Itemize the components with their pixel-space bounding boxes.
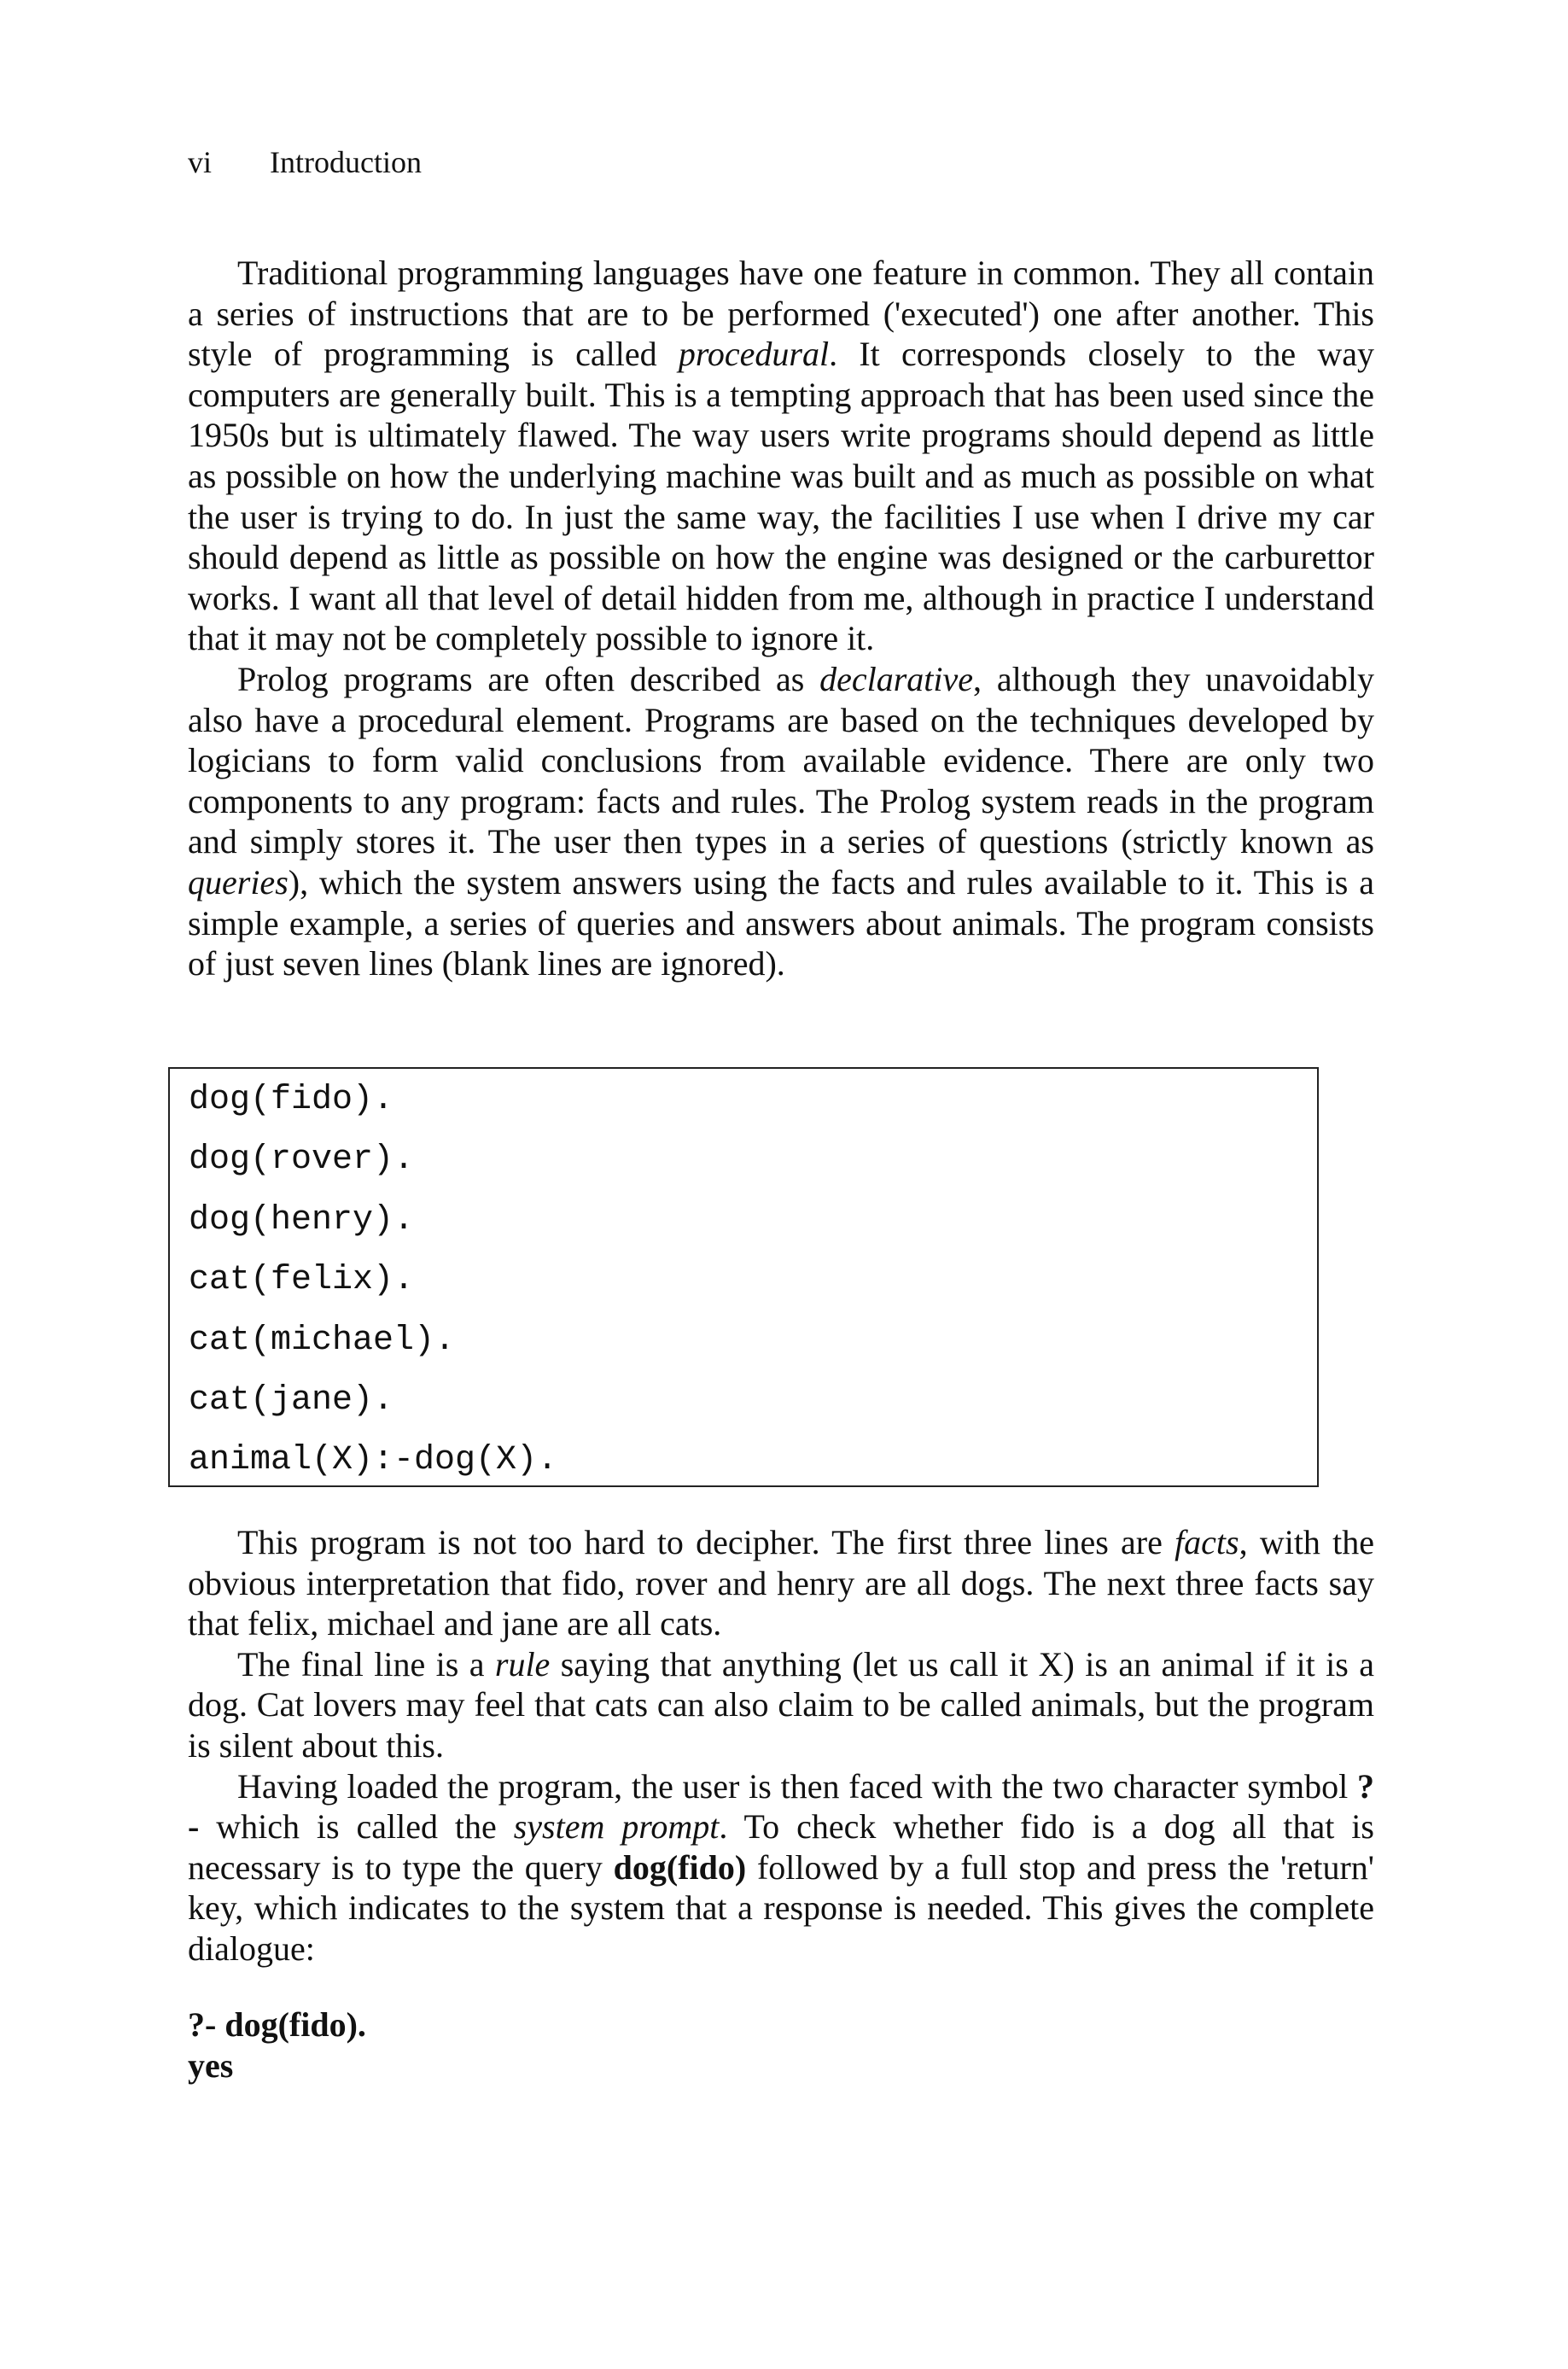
emphasis-term: facts	[1175, 1523, 1239, 1561]
text-run: , with the obvious interpretation that fido, rover and henry are all dogs. The next three facts say that felix, michael and jane are all cats.	[188, 1523, 1374, 1643]
dialogue-query: ?- dog(fido).	[188, 2005, 366, 2044]
dialogue-answer: yes	[188, 2046, 234, 2085]
paragraph-rule	[188, 1644, 1374, 1766]
emphasis-term: system prompt	[513, 1807, 720, 1847]
text-run: saying that anything (let us call it X) is an animal if it is a dog. Cat lovers may feel that cats can also claim to be called animals, but the program is silent about this.	[188, 1644, 1374, 1765]
code-line: cat(felix).	[189, 1261, 415, 1300]
code-line: cat(michael).	[189, 1321, 456, 1360]
text-run: . To check whether fido is a dog all that is necessary is to type the query	[188, 1807, 1374, 1887]
emphasis-term: rule	[494, 1644, 551, 1683]
text-run: . It corresponds closely to the way computers are generally built. This is a tempting approach that has been used since the 1950s but is ultimately flawed. The way users write programs should depend as little as possible on how the underlying machine was built and as much as possible on what the user is trying to do. In just the same way, the facilities I use when I drive my car should depend as little as possible on how the engine was designed or the carburettor works. I want all that level of detail hidden from me, although in practice I understand that it may not be completely possible to ignore it.	[188, 335, 1374, 658]
text-run: ), which the system answers using the facts and rules available to it. This is a simple example, a series of queries and answers about animals. The program consists of just seven lines (blank lines are ignored).	[188, 862, 1374, 983]
text-block-bottom	[188, 1522, 1374, 1969]
emphasis-term: procedural	[678, 335, 830, 374]
code-line: cat(jane).	[189, 1381, 394, 1421]
text-run: Having loaded the program, the user is then faced with the two character symbol	[237, 1766, 1357, 1806]
text-run: Prolog programs are often described as	[237, 659, 820, 698]
emphasis-term: queries	[188, 862, 289, 902]
section-title: Introduction	[270, 145, 422, 179]
paragraph-facts	[188, 1522, 1374, 1644]
text-run: which is called the	[199, 1807, 514, 1847]
running-head	[188, 143, 422, 181]
query-example: dog(fido)	[613, 1847, 747, 1887]
text-run: This program is not too hard to decipher. The first three lines are	[237, 1523, 1175, 1561]
text-run: Traditional programming languages have one feature in common. They all contain a series of instructions that are to be performed ('executed') one after another. This style of programming is called	[188, 254, 1374, 374]
text-run: The final line is a	[237, 1644, 495, 1683]
code-line: animal(X):-dog(X).	[189, 1441, 558, 1480]
text-run: , although they unavoidably also have a procedural element. Programs are based on the techniques developed by logicians to form valid conclusions from available evidence. There are only two components to any program: facts and rules. The Prolog system reads in the program and simply stores it. The user then types in a series of questions (strictly known as	[188, 659, 1374, 861]
paragraph-procedural	[188, 253, 1374, 659]
page-number: vi	[188, 145, 213, 179]
code-listing	[168, 1067, 1319, 1487]
code-line: dog(henry).	[189, 1200, 415, 1240]
paragraph-system-prompt	[188, 1766, 1374, 1969]
code-line: dog(rover).	[189, 1141, 415, 1180]
prompt-symbol: ?-	[188, 1766, 1374, 1847]
paragraph-declarative	[188, 659, 1374, 984]
text-run: followed by a full stop and press the 'return' key, which indicates to the system that a response is needed. This gives the complete dialogue:	[188, 1847, 1374, 1968]
text-block-top	[188, 253, 1374, 984]
emphasis-term: declarative	[819, 659, 974, 698]
dialogue-example	[188, 2004, 366, 2086]
code-line: dog(fido).	[189, 1081, 394, 1119]
